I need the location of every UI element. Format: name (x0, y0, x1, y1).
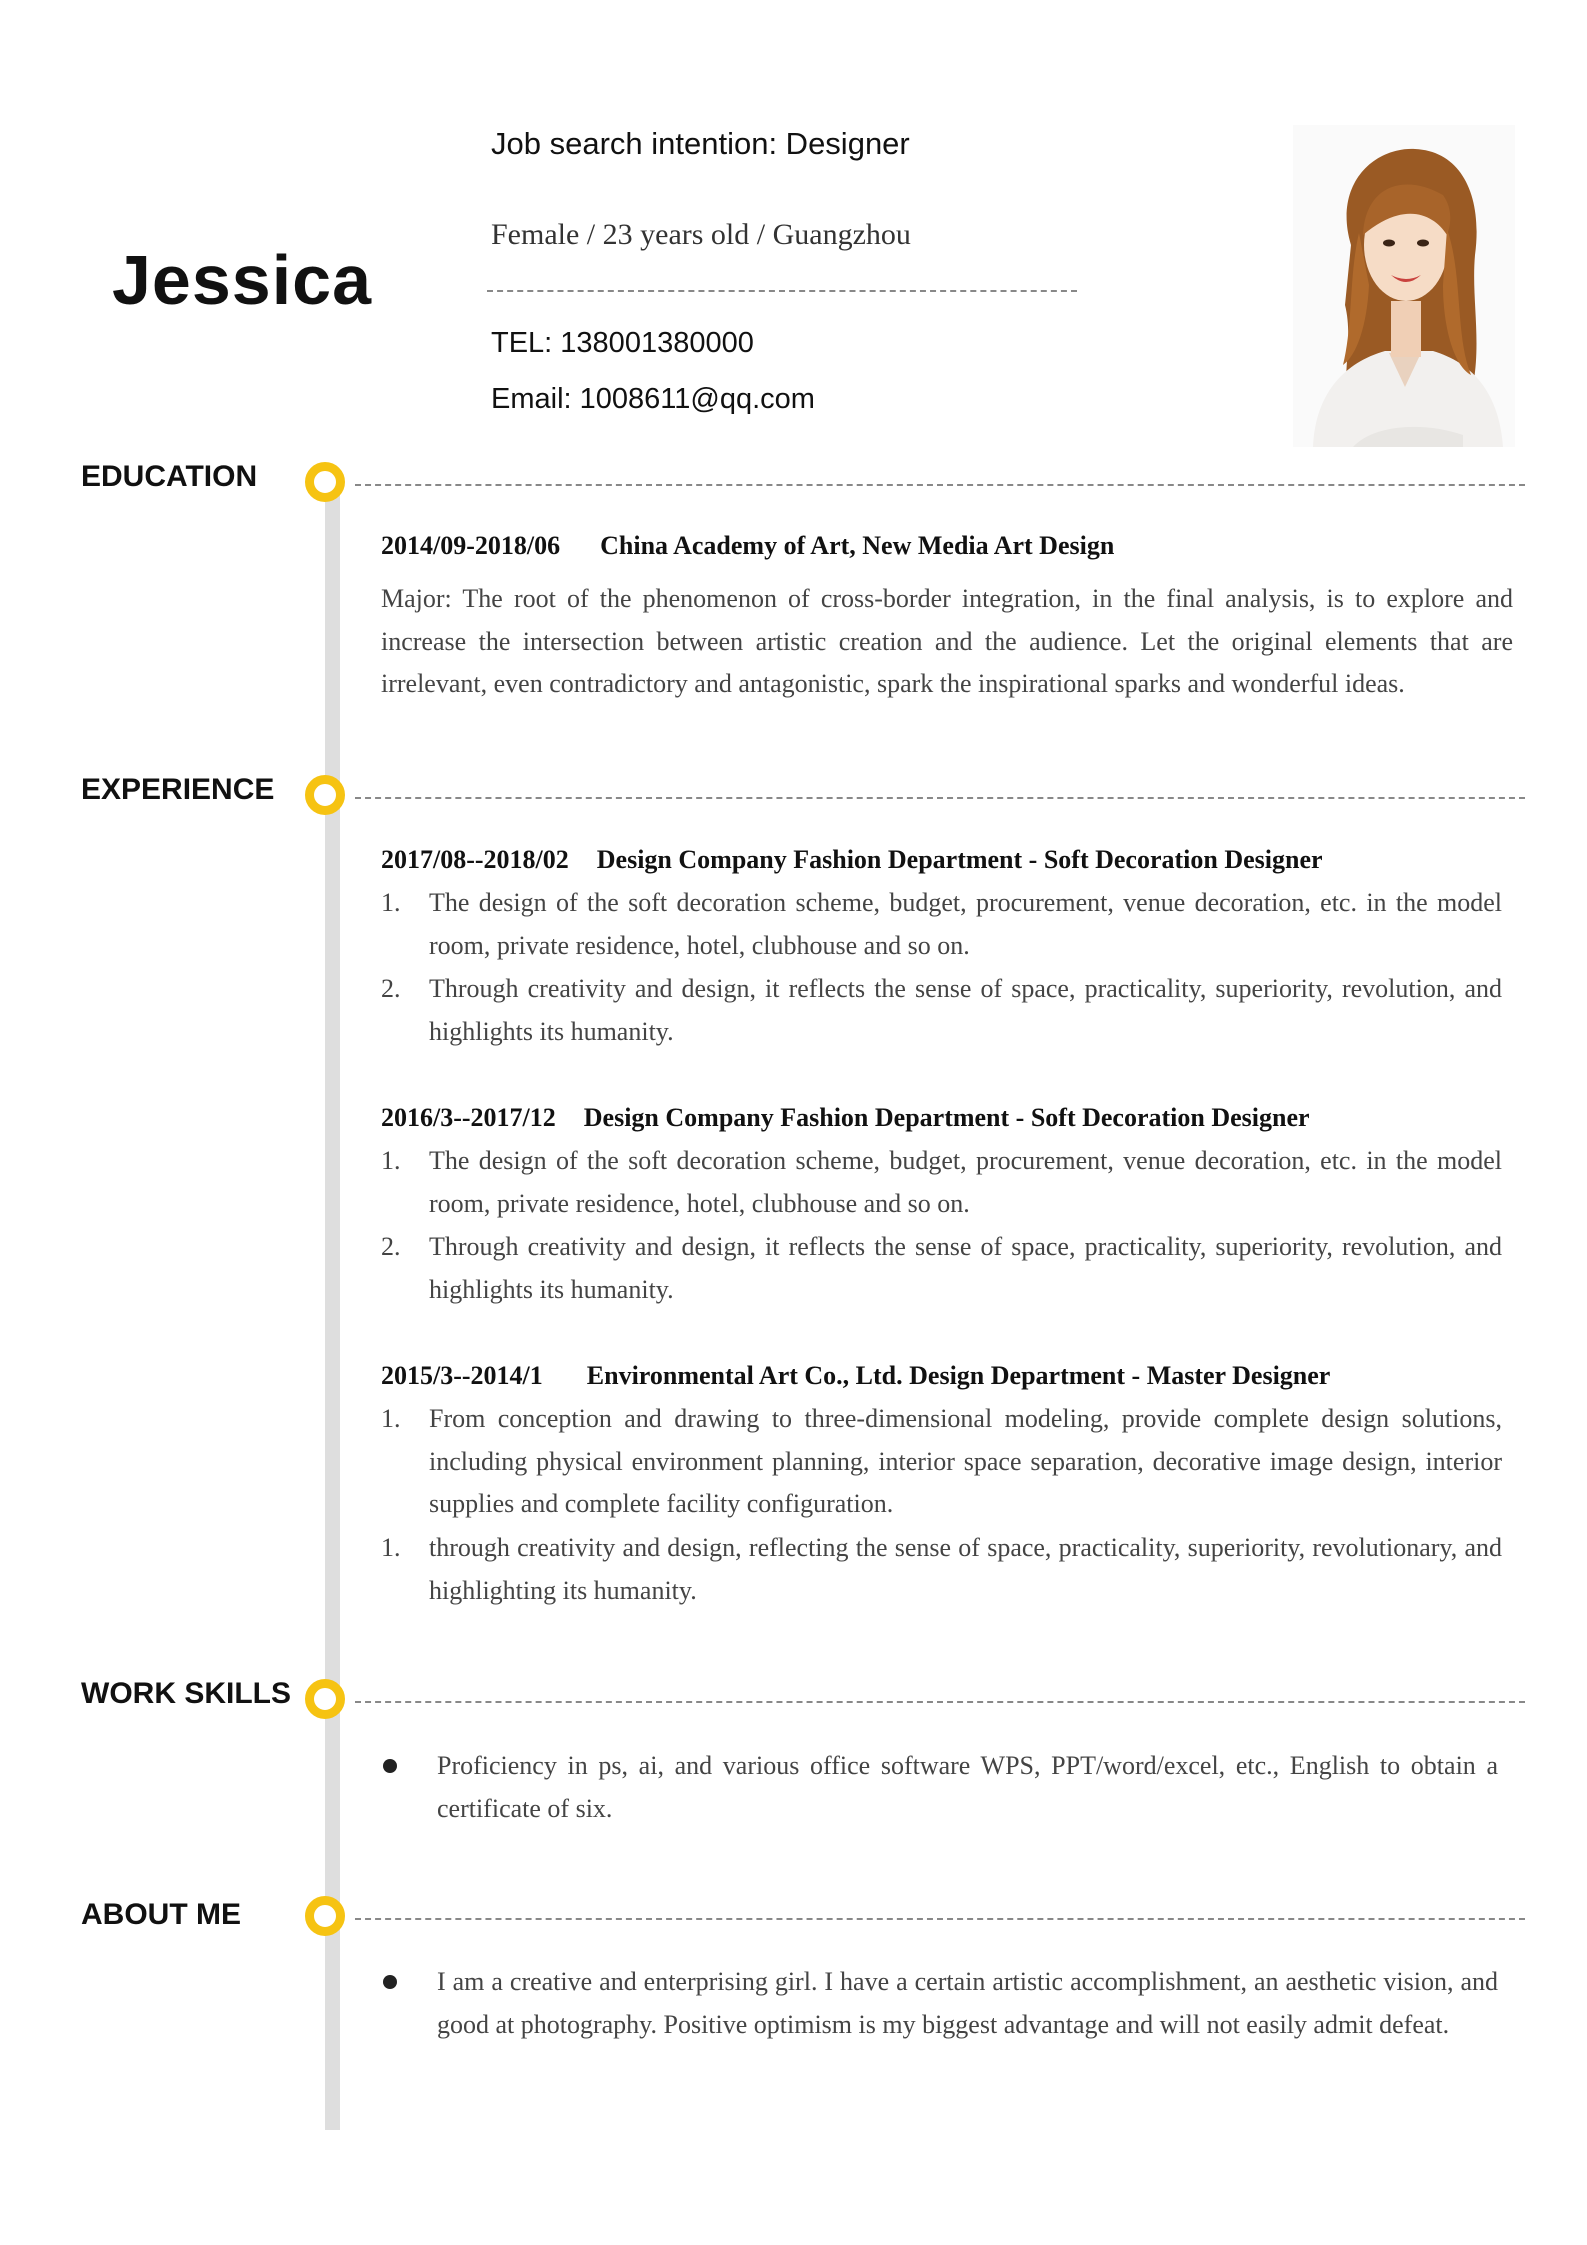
profile-photo (1293, 125, 1515, 447)
point-number: 2. (381, 1232, 401, 1261)
education-description: Major: The root of the phenomenon of cross-border integration, in the final analysis, is to explore and increase the intersection between artistic creation and the audience. Let the original elements that are irrelevant, even contradictory and antagonistic, spark the inspirational sparks and wonderful ideas. (381, 584, 1513, 698)
about-item (381, 1961, 1498, 2046)
section-title-education: EDUCATION (81, 460, 258, 493)
section-divider-about-me (355, 1918, 1525, 1920)
point-text: The design of the soft decoration scheme, budget, procurement, venue decoration, etc. in the model room, private residence, hotel, clubhouse and so on. (429, 1146, 1502, 1218)
header-divider (487, 290, 1077, 292)
experience-point (381, 1398, 1502, 1526)
experience-position: Environmental Art Co., Ltd. Design Department - Master Designer (586, 1361, 1331, 1390)
phone-number: TEL: 138001380000 (491, 327, 754, 359)
section-divider-education (355, 484, 1525, 486)
experience-entry-heading (381, 845, 1323, 875)
bullet-icon (383, 1759, 397, 1773)
experience-date: 2017/08--2018/02 (381, 845, 569, 874)
point-number: 1. (381, 888, 401, 917)
about-text: I am a creative and enterprising girl. I have a certain artistic accomplishment, an aesthetic vision, and good at photography. Positive optimism is my biggest advantage and will not easily admit defeat. (437, 1967, 1498, 2039)
experience-point (381, 1226, 1502, 1311)
skill-item (381, 1745, 1498, 1830)
point-number: 2. (381, 974, 401, 1003)
email-address: Email: 1008611@qq.com (491, 383, 815, 415)
experience-entry-heading (381, 1361, 1330, 1391)
experience-date: 2016/3--2017/12 (381, 1103, 556, 1132)
experience-point (381, 882, 1502, 967)
point-number: 1. (381, 1146, 401, 1175)
section-title-about-me: ABOUT ME (81, 1898, 241, 1931)
timeline-marker-education (305, 462, 345, 502)
experience-point (381, 1140, 1502, 1225)
experience-point (381, 968, 1502, 1053)
point-text: Through creativity and design, it reflects the sense of space, practicality, superiority, revolution, and highlights its humanity. (429, 974, 1502, 1046)
education-school: China Academy of Art, New Media Art Design (600, 531, 1115, 560)
timeline-marker-experience (305, 775, 345, 815)
education-date: 2014/09-2018/06 (381, 531, 561, 560)
point-text: through creativity and design, reflecting the sense of space, practicality, superiority, revolutionary, and highlighting its humanity. (429, 1533, 1502, 1605)
candidate-name: Jessica (112, 241, 373, 319)
bullet-icon (383, 1975, 397, 1989)
section-divider-experience (355, 797, 1525, 799)
experience-date: 2015/3--2014/1 (381, 1361, 543, 1390)
section-title-work-skills: WORK SKILLS (81, 1677, 291, 1710)
basic-info: Female / 23 years old / Guangzhou (491, 218, 911, 251)
job-intention: Job search intention: Designer (491, 126, 910, 161)
point-text: Through creativity and design, it reflects the sense of space, practicality, superiority, revolution, and highlights its humanity. (429, 1232, 1502, 1304)
timeline-marker-about-me (305, 1896, 345, 1936)
experience-entry-heading (381, 1103, 1310, 1133)
point-number: 1. (381, 1533, 401, 1562)
experience-point (381, 1527, 1502, 1612)
section-title-experience: EXPERIENCE (81, 773, 275, 806)
timeline-marker-work-skills (305, 1679, 345, 1719)
point-number: 1. (381, 1404, 401, 1433)
timeline-bar (325, 490, 340, 2130)
point-text: From conception and drawing to three-dimensional modeling, provide complete design solutions, including physical environment planning, interior space separation, decorative image design, interior supplies and complete facility configuration. (429, 1404, 1502, 1518)
experience-position: Design Company Fashion Department - Soft Decoration Designer (583, 1103, 1310, 1132)
portrait-illustration (1293, 125, 1515, 447)
skill-text: Proficiency in ps, ai, and various office software WPS, PPT/word/excel, etc., English to obtain a certificate of six. (437, 1751, 1498, 1823)
point-text: The design of the soft decoration scheme, budget, procurement, venue decoration, etc. in the model room, private residence, hotel, clubhouse and so on. (429, 888, 1502, 960)
section-divider-work-skills (355, 1701, 1525, 1703)
education-entry-heading (381, 531, 1114, 561)
experience-position: Design Company Fashion Department - Soft Decoration Designer (596, 845, 1323, 874)
